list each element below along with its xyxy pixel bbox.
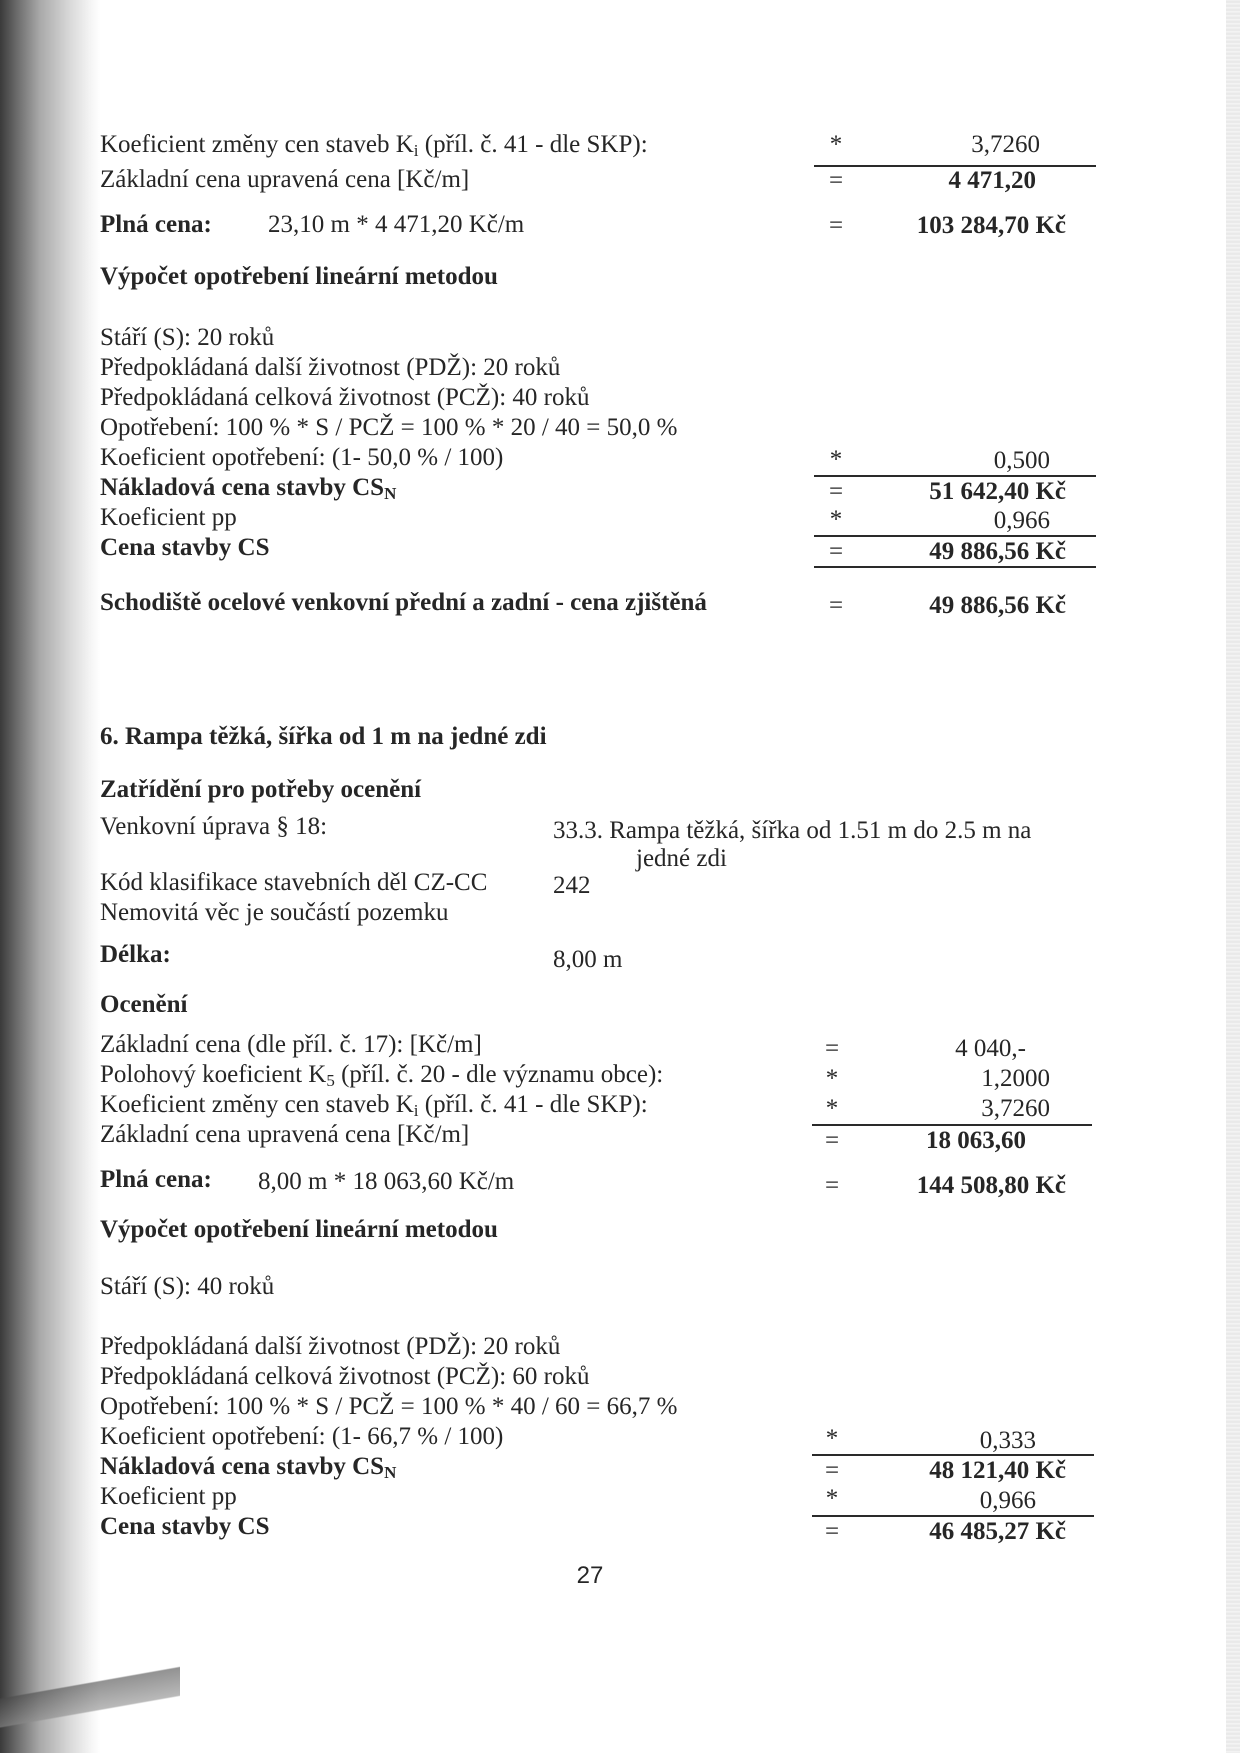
full-price-formula: 23,10 m * 4 471,20 Kč/m <box>268 211 525 238</box>
valuation-heading: Ocenění <box>100 991 188 1018</box>
wear-coef-label: Koeficient opotřebení: (1- 66,7 % / 100) <box>100 1423 504 1450</box>
wear-coef-operator: * <box>825 1425 839 1452</box>
full-price-value: 103 284,70 Kč <box>916 212 1066 239</box>
k5-operator: * <box>825 1065 839 1092</box>
code-label: Kód klasifikace stavebních děl CZ-CC <box>100 869 488 896</box>
base-price-label: Základní cena (dle příl. č. 17): [Kč/m] <box>100 1031 482 1058</box>
summary-operator: = <box>828 592 844 619</box>
pdz-line: Předpokládaná další životnost (PDŽ): 20 roků <box>100 354 561 381</box>
cs-operator: = <box>824 1518 840 1545</box>
pcz-line: Předpokládaná celková životnost (PCŽ): 60 roků <box>100 1363 590 1390</box>
age-line: Stáří (S): 20 roků <box>100 324 275 351</box>
ki-label: Koeficient změny cen staveb $K_i$ (příl. č. 41 - dle SKP): <box>100 1091 648 1120</box>
code-value: 242 <box>553 872 591 899</box>
csn-operator: = <box>824 1457 840 1484</box>
scan-right-edge <box>1226 0 1240 1753</box>
cs-label: Cena stavby CS <box>100 534 270 561</box>
pp-value: 0,966 <box>993 507 1050 534</box>
full-price-label: Plná cena: <box>100 211 212 238</box>
pp-value: 0,966 <box>979 1487 1036 1514</box>
k5-label: Polohový koeficient $K_5$ (příl. č. 20 - dle významu obce): <box>100 1061 664 1090</box>
depreciation-heading: Výpočet opotřebení lineární metodou <box>100 263 498 290</box>
wear-line: Opotřebení: 100 % * S / PCŽ = 100 % * 40 / 60 = 66,7 % <box>100 1393 678 1420</box>
length-label: Délka: <box>100 941 171 968</box>
part-of-land-label: Nemovitá věc je součástí pozemku <box>100 899 449 926</box>
outdoor-label: Venkovní úprava § 18: <box>100 813 328 840</box>
adjusted-price-value: 18 063,60 <box>926 1127 1026 1154</box>
depreciation-heading: Výpočet opotřebení lineární metodou <box>100 1216 498 1243</box>
cs-label: Cena stavby CS <box>100 1513 270 1540</box>
pcz-line: Předpokládaná celková životnost (PCŽ): 40 roků <box>100 384 590 411</box>
cs-operator: = <box>828 538 844 565</box>
wear-coef-operator: * <box>829 446 843 473</box>
page-number: 27 <box>576 1562 604 1589</box>
base-price-operator: = <box>824 1035 840 1062</box>
pp-label: Koeficient pp <box>100 504 237 531</box>
rule-line <box>814 566 1096 568</box>
summary-label: Schodiště ocelové venkovní přední a zadní - cena zjištěná <box>100 589 707 616</box>
pp-operator: * <box>825 1485 839 1512</box>
full-price-operator: = <box>828 212 844 239</box>
scan-binding-shadow <box>0 0 100 1753</box>
outdoor-value-1: 33.3. Rampa těžká, šířka od 1.51 m do 2.5 m na <box>553 817 1032 844</box>
full-price-operator: = <box>824 1172 840 1199</box>
wear-coef-label: Koeficient opotřebení: (1- 50,0 % / 100) <box>100 444 504 471</box>
csn-operator: = <box>828 478 844 505</box>
summary-value: 49 886,56 Kč <box>929 592 1066 619</box>
csn-label: Nákladová cena stavby $CS_N$ <box>100 474 397 503</box>
ki-operator: * <box>825 1095 839 1122</box>
pp-operator: * <box>829 506 843 533</box>
full-price-formula: 8,00 m * 18 063,60 Kč/m <box>258 1168 515 1195</box>
csn-value: 48 121,40 Kč <box>929 1457 1066 1484</box>
adjusted-price-operator: = <box>824 1127 840 1154</box>
wear-coef-value: 0,500 <box>993 447 1050 474</box>
length-value: 8,00 m <box>553 946 623 973</box>
pdz-line: Předpokládaná další životnost (PDŽ): 20 roků <box>100 1333 561 1360</box>
wear-line: Opotřebení: 100 % * S / PCŽ = 100 % * 20 / 40 = 50,0 % <box>100 414 678 441</box>
ki-value: 3,7260 <box>981 1095 1050 1122</box>
cs-value: 46 485,27 Kč <box>929 1518 1066 1545</box>
full-price-value: 144 508,80 Kč <box>916 1172 1066 1199</box>
k5-value: 1,2000 <box>981 1065 1050 1092</box>
csn-value: 51 642,40 Kč <box>929 478 1066 505</box>
outdoor-value-2: jedné zdi <box>636 845 727 872</box>
ki-label: Koeficient změny cen staveb $K_i$ (příl. č. 41 - dle SKP): <box>100 131 648 160</box>
adjusted-price-label: Základní cena upravená cena [Kč/m] <box>100 1121 470 1148</box>
base-price-value: 4 040,- <box>955 1035 1026 1062</box>
base-price-value: 4 471,20 <box>948 167 1036 194</box>
scan-corner-shadow <box>0 1640 180 1753</box>
wear-coef-value: 0,333 <box>979 1427 1036 1454</box>
classification-heading: Zatřídění pro potřeby ocenění <box>100 776 422 803</box>
ki-operator: * <box>829 131 843 158</box>
section-title: 6. Rampa těžká, šířka od 1 m na jedné zdi <box>100 723 547 750</box>
full-price-label: Plná cena: <box>100 1166 212 1193</box>
base-price-operator: = <box>828 167 844 194</box>
pp-label: Koeficient pp <box>100 1483 237 1510</box>
cs-value: 49 886,56 Kč <box>929 538 1066 565</box>
ki-value: 3,7260 <box>971 131 1040 158</box>
csn-label: Nákladová cena stavby $CS_N$ <box>100 1453 397 1482</box>
base-price-label: Základní cena upravená cena [Kč/m] <box>100 166 470 193</box>
age-line: Stáří (S): 40 roků <box>100 1273 275 1300</box>
